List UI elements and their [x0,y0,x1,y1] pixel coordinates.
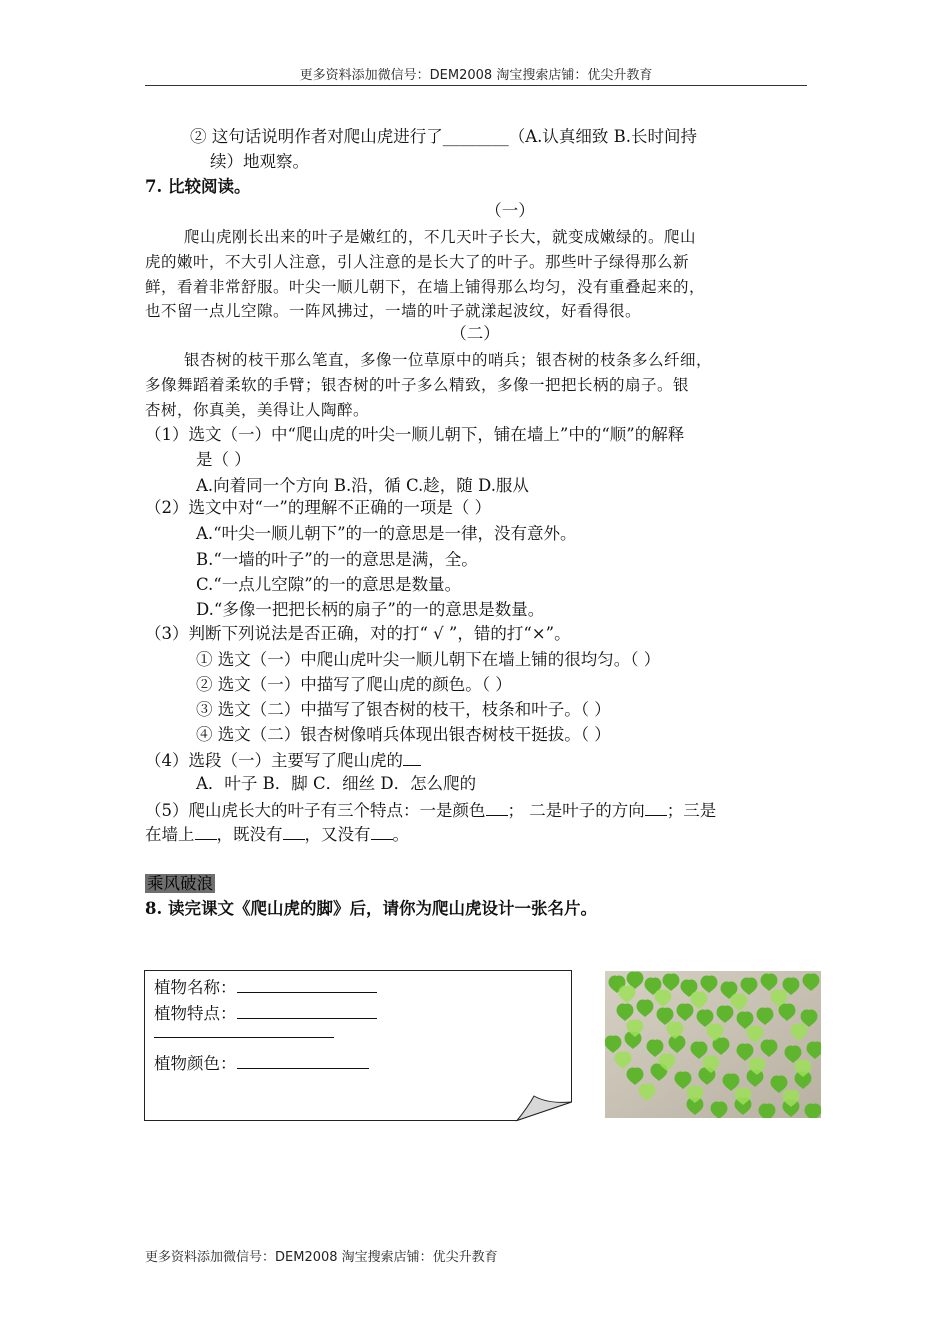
q6-line-1: ② 这句话说明作者对爬山虎进行了________（A.认真细致 B.长时间持 [190,127,698,146]
ivy-image [605,971,821,1118]
sub-q2: （2）选文中对“一”的理解不正确的一项是（ ） [145,498,492,517]
answer-blank[interactable] [486,799,508,816]
passage-2-label: （二） [450,324,500,343]
sub-q3-item: ② 选文（一）中描写了爬山虎的颜色。（ ） [196,675,512,694]
page-header: 更多资料添加微信号：DEM2008 淘宝搜索店铺：优尖升教育 [299,68,653,83]
plant-color-row [154,1050,369,1074]
sub-q3: （3）判断下列说法是否正确，对的打“ √ ”，错的打“×”。 [145,624,571,643]
passage-1-line: 爬山虎刚长出来的叶子是嫩红的，不几天叶子长大，就变成嫩绿的。爬山 [184,228,697,246]
plant-color-blank[interactable] [237,1052,369,1069]
plant-name-label: 植物名称： [154,978,237,997]
header-rule [145,85,807,86]
answer-blank[interactable] [645,799,667,816]
sub-q1-line-1: （1）选文（一）中“爬山虎的叶尖一顺儿朝下，铺在墙上”中的“顺”的解释 [145,425,685,444]
sub-q1-options: A.向着同一个方向 B.沿，循 C.趁，随 D.服从 [196,476,529,495]
sub-q2-option: D.“多像一把把长柄的扇子”的一的意思是数量。 [196,600,545,619]
passage-2-line: 杏树，你真美，美得让人陶醉。 [145,401,370,419]
answer-blank[interactable] [283,823,305,840]
passage-2-line: 银杏树的枝干那么笔直，多像一位草原中的哨兵；银杏树的枝条多么纤细， [184,351,713,369]
sub-q5-text: （5）爬山虎长大的叶子有三个特点：一是颜色 [145,801,486,820]
sub-q5-line-2 [145,823,409,845]
page-footer: 更多资料添加微信号：DEM2008 淘宝搜索店铺：优尖升教育 [145,1250,498,1265]
ivy-photo [605,971,821,1118]
sub-q2-option: A.“叶尖一顺儿朝下”的一的意思是一律，没有意外。 [196,524,577,543]
answer-blank[interactable] [195,823,217,840]
plant-feature-blank[interactable] [237,1002,377,1019]
section-label-text: 乘风破浪 [147,874,213,893]
plant-name-blank[interactable] [237,976,377,993]
sub-q4-options: A．叶子 B．脚 C．细丝 D．怎么爬的 [196,774,477,793]
answer-blank[interactable] [371,823,393,840]
section-label [145,874,215,894]
passage-1-line: 也不留一点儿空隙。一阵风拂过，一墙的叶子就漾起波纹，好看得很。 [145,302,642,320]
sub-q5-line-1 [145,799,716,821]
plant-feature-row [154,1000,377,1024]
q6-line-2: 续）地观察。 [210,152,309,171]
sub-q1-line-2: 是（ ） [196,450,251,469]
q8-title: 8. 读完课文《爬山虎的脚》后，请你为爬山虎设计一张名片。 [145,899,597,918]
sub-q2-option: B.“一墙的叶子”的一的意思是满，全。 [196,550,478,569]
sub-q5-text: ，既没有 [216,825,283,844]
plant-feature-blank-line-2[interactable] [154,1037,334,1038]
name-card [144,970,572,1121]
sub-q3-item: ④ 选文（二）银杏树像哨兵体现出银杏树枝干挺拔。（ ） [196,725,611,744]
sub-q3-item: ③ 选文（二）中描写了银杏树的枝干，枝条和叶子。（ ） [196,700,611,719]
passage-1-label: （一） [485,201,535,220]
passage-1-line: 鲜，看着非常舒服。叶尖一顺儿朝下，在墙上铺得那么均匀，没有重叠起来的， [145,278,706,296]
passage-2-line: 多像舞蹈着柔软的手臂；银杏树的叶子多么精致，多像一把把长柄的扇子。银 [145,376,690,394]
answer-blank[interactable] [403,749,421,766]
sub-q5-text: ；三是 [666,801,717,820]
passage-1-line: 虎的嫩叶，不大引人注意，引人注意的是长大了的叶子。那些叶子绿得那么新 [145,253,690,271]
sub-q5-text: 。 [392,825,409,844]
sub-q4 [145,749,421,771]
plant-name-row [154,974,377,998]
sub-q2-option: C.“一点儿空隙”的一的意思是数量。 [196,575,462,594]
sub-q5-text: ，又没有 [304,825,371,844]
plant-feature-label: 植物特点： [154,1004,237,1023]
plant-color-label: 植物颜色： [154,1054,237,1073]
sub-q4-text: （4）选段（一）主要写了爬山虎的 [145,751,403,770]
sub-q5-text: ； 二是叶子的方向 [507,801,645,820]
sub-q5-text: 在墙上 [145,825,195,844]
sub-q3-item: ① 选文（一）中爬山虎叶尖一顺儿朝下在墙上铺的很均匀。（ ） [196,650,661,669]
q7-title: 7. 比较阅读。 [145,177,251,196]
